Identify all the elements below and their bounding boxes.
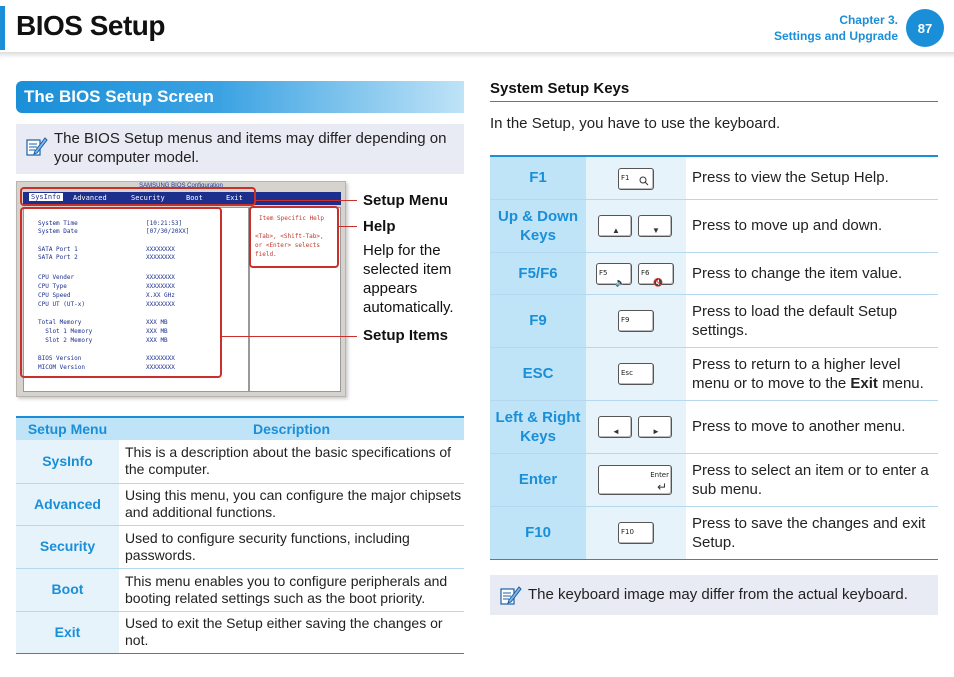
- keys-intro: In the Setup, you have to use the keyboard.: [490, 115, 781, 132]
- setup-menu-leader: [256, 200, 357, 201]
- help-leader: [339, 226, 357, 227]
- bios-menu-security: Security: [131, 194, 165, 202]
- f6-key-icon: F6 🔇: [638, 263, 674, 285]
- menu-description: Used to exit the Setup either saving the changes or not.: [119, 611, 464, 653]
- column-header: Setup Menu: [16, 417, 119, 440]
- setup-menu-highlight: [20, 187, 256, 206]
- table-row: [490, 453, 938, 506]
- keys-heading-divider: [490, 101, 938, 102]
- key-description: Press to load the default Setup settings.: [686, 294, 938, 347]
- key-name: F1: [490, 156, 586, 199]
- table-row: [16, 568, 464, 611]
- bios-menu-exit: Exit: [226, 194, 243, 202]
- chapter-label: [774, 12, 898, 44]
- bios-menu-sysinfo: SysInfo: [31, 193, 61, 201]
- setup-keys-table: [490, 155, 938, 560]
- bios-menu-advanced: Advanced: [73, 194, 107, 202]
- bios-item-value: XXXXXXXX: [146, 355, 175, 362]
- f5-key-icon: F5 🔈: [596, 263, 632, 285]
- table-header-row: [16, 417, 464, 440]
- callout-setup-items: Setup Items: [363, 327, 449, 344]
- setup-items-leader: [222, 336, 357, 337]
- bios-item-label: System Date: [38, 228, 78, 235]
- down-arrow-key-icon: ▼: [638, 215, 672, 237]
- key-image: [586, 252, 686, 294]
- f10-key-icon: F10: [618, 522, 654, 544]
- table-row: [490, 199, 938, 252]
- bios-item-label: BIOS Version: [38, 355, 82, 362]
- table-row: [490, 506, 938, 559]
- bios-item-label: CPU UT (UT-x): [38, 301, 85, 308]
- key-image: [586, 199, 686, 252]
- menu-name: Security: [16, 525, 119, 568]
- up-arrow-key-icon: ▲: [598, 215, 632, 237]
- key-description: Press to return to a higher level menu or to move to the Exit menu.: [686, 347, 938, 400]
- table-row: [16, 483, 464, 525]
- chapter-title: Settings and Upgrade: [773, 29, 898, 43]
- bios-help-title: Item Specific Help: [259, 215, 325, 222]
- bios-item-label: CPU Vender: [38, 274, 75, 281]
- bios-item-value: X.XX GHz: [146, 292, 175, 299]
- key-description: Press to move up and down.: [686, 199, 938, 252]
- bios-item-label: System Time: [38, 220, 78, 227]
- bios-item-value: XXXXXXXX: [146, 283, 175, 290]
- bios-item-label: CPU Speed: [38, 292, 71, 299]
- menu-name: Exit: [16, 611, 119, 653]
- note-pencil-icon: [24, 134, 48, 158]
- key-name: F9: [490, 294, 586, 347]
- note-pencil-icon: [498, 583, 522, 607]
- bios-item-label: Total Memory: [38, 319, 82, 326]
- help-highlight: [249, 206, 339, 268]
- key-image: [586, 347, 686, 400]
- key-name: F5/F6: [490, 252, 586, 294]
- bios-item-value: XXX MB: [146, 337, 168, 344]
- column-header: Description: [119, 417, 464, 440]
- key-description: Press to change the item value.: [686, 252, 938, 294]
- speaker-icon: 🔈: [615, 277, 625, 287]
- table-row: [16, 611, 464, 653]
- page-title: BIOS Setup: [16, 10, 166, 41]
- header-divider: [0, 52, 954, 58]
- callout-setup-menu: Setup Menu: [363, 192, 448, 209]
- bios-item-label: Slot 1 Memory: [38, 328, 93, 335]
- bios-item-label: SATA Port 2: [38, 254, 78, 261]
- page-number-badge: 87: [906, 9, 944, 47]
- note-text: The BIOS Setup menus and items may differ depending on your computer model.: [54, 130, 447, 166]
- bios-item-label: SATA Port 1: [38, 246, 78, 253]
- bios-help-text: <Tab>, <Shift-Tab>, or <Enter> selects field.: [255, 233, 324, 258]
- mute-icon: 🔇: [653, 277, 663, 287]
- bios-item-value: XXX MB: [146, 328, 168, 335]
- menu-description: Used to configure security functions, including passwords.: [119, 525, 464, 568]
- setup-menu-table: [16, 416, 464, 654]
- key-description: Press to view the Setup Help.: [686, 156, 938, 199]
- section-title: The BIOS Setup Screen: [24, 87, 214, 106]
- callout-help: Help: [363, 218, 396, 235]
- bios-item-value: XXXXXXXX: [146, 246, 175, 253]
- menu-description: This is a description about the basic specifications of the computer.: [119, 440, 464, 483]
- section-header: [16, 81, 464, 113]
- bios-item-value: [10:21:53]: [146, 220, 183, 227]
- bios-title: SAMSUNG BIOS Configuration: [139, 183, 223, 189]
- keyboard-note-text: The keyboard image may differ from the actual keyboard.: [528, 586, 908, 603]
- menu-name: SysInfo: [16, 440, 119, 483]
- bios-menu-boot: Boot: [186, 194, 203, 202]
- key-image: [586, 156, 686, 199]
- table-row: [490, 252, 938, 294]
- key-name: Left & Right Keys: [490, 400, 586, 453]
- key-name: ESC: [490, 347, 586, 400]
- key-description: Press to move to another menu.: [686, 400, 938, 453]
- table-row: [490, 400, 938, 453]
- key-image: [586, 506, 686, 559]
- table-row: [490, 156, 938, 199]
- table-row: [490, 294, 938, 347]
- key-image: [586, 453, 686, 506]
- key-name: F10: [490, 506, 586, 559]
- keys-heading: System Setup Keys: [490, 80, 630, 97]
- bios-item-value: XXXXXXXX: [146, 254, 175, 261]
- keyboard-note-box: [490, 575, 938, 615]
- help-magnifier-icon: [639, 176, 649, 186]
- f9-key-icon: F9: [618, 310, 654, 332]
- menu-description: This menu enables you to configure peripherals and booting related settings such as the boot priority.: [119, 568, 464, 611]
- key-description: Press to save the changes and exit Setup.: [686, 506, 938, 559]
- setup-items-highlight: [20, 207, 222, 378]
- key-image: [586, 294, 686, 347]
- menu-name: Boot: [16, 568, 119, 611]
- chapter-number: Chapter 3.: [839, 13, 898, 27]
- table-row: [490, 347, 938, 400]
- page-header: [0, 0, 954, 58]
- key-name: Enter: [490, 453, 586, 506]
- callout-help-desc: Help for the selected item appears automatically.: [363, 242, 454, 316]
- key-image: [586, 400, 686, 453]
- menu-name: Advanced: [16, 483, 119, 525]
- return-arrow-icon: ↵: [656, 479, 667, 494]
- bios-item-value: XXXXXXXX: [146, 301, 175, 308]
- header-accent-bar: [0, 6, 5, 50]
- enter-key-icon: Enter ↵: [598, 465, 672, 495]
- left-arrow-key-icon: ◄: [598, 416, 632, 438]
- f1-key-icon: F1: [618, 168, 654, 190]
- bios-item-value: [07/30/20XX]: [146, 228, 190, 235]
- bios-item-label: MICOM Version: [38, 364, 85, 371]
- bios-item-value: XXX MB: [146, 319, 168, 326]
- bios-item-label: Slot 2 Memory: [38, 337, 93, 344]
- table-row: [16, 525, 464, 568]
- note-box: [16, 124, 464, 174]
- key-name: Up & Down Keys: [490, 199, 586, 252]
- bios-item-value: XXXXXXXX: [146, 364, 175, 371]
- esc-key-icon: Esc: [618, 363, 654, 385]
- right-arrow-key-icon: ►: [638, 416, 672, 438]
- key-description: Press to select an item or to enter a sub menu.: [686, 453, 938, 506]
- bios-item-label: CPU Type: [38, 283, 67, 290]
- bios-item-value: XXXXXXXX: [146, 274, 175, 281]
- menu-description: Using this menu, you can configure the major chipsets and additional functions.: [119, 483, 464, 525]
- table-row: [16, 440, 464, 483]
